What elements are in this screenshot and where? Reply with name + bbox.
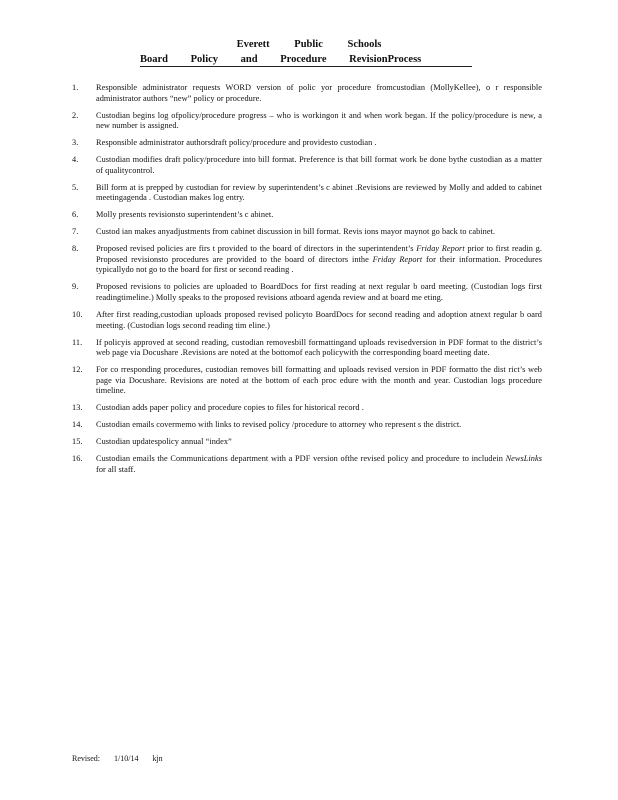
step-text: Custodian modifies draft policy/procedure into bill format. Preference is that bill format work be done bythe custodian as a matter of qualitycontrol. (96, 155, 542, 175)
document-title-process: Board Policy and Procedure RevisionProcess (140, 54, 472, 67)
step-number: 8. (72, 244, 79, 254)
list-item (72, 210, 542, 221)
step-text: Proposed revised policies are firs t provided to the board of directors in the superintendent’s Friday Report prior to first readin g. Proposed revisionsto procedures are provided to the board of directors inthe Friday Report for their information. Procedures typicallydo not go to the board for first or second reading . (96, 244, 542, 275)
step-number: 12. (72, 365, 83, 375)
list-item (72, 183, 542, 204)
step-text: Custodian emails covermemo with links to revised policy /procedure to attorney who represent s the district. (96, 420, 462, 430)
list-item (72, 437, 542, 448)
step-number: 3. (72, 138, 79, 148)
list-item (72, 138, 542, 149)
step-number: 16. (72, 454, 83, 464)
step-text: Responsible administrator authorsdraft policy/procedure and providesto custodian . (96, 138, 377, 148)
list-item (72, 420, 542, 431)
process-steps-list (72, 83, 542, 482)
list-item (72, 338, 542, 359)
revision-footer: Revised: 1/10/14 kjn (72, 754, 163, 763)
step-number: 9. (72, 282, 79, 292)
step-text: Proposed revisions to policies are uploaded to BoardDocs for first reading at next regular b oard meeting. (Custodian logs first readingtimeline.) Molly speaks to the proposed revisions atboard agenda review and at board me eting. (96, 282, 542, 303)
list-item (72, 155, 542, 176)
step-number: 14. (72, 420, 83, 430)
step-number: 11. (72, 337, 83, 347)
step-text: Molly presents revisionsto superintendent’s c abinet. (96, 210, 274, 220)
step-text: Custodian begins log ofpolicy/procedure progress – who is workingon it and when work began. If the policy/procedure is new, a new number is assigned. (96, 110, 542, 131)
step-number: 4. (72, 155, 79, 165)
step-number: 10. (72, 310, 83, 320)
list-item (72, 227, 542, 238)
list-item (72, 83, 542, 104)
step-number: 6. (72, 210, 79, 220)
step-number: 13. (72, 403, 83, 413)
step-text: If policyis approved at second reading, custodian removesbill formattingand uploads revisedversion in PDF format to the district’s web page via Docushare .Revisions are noted at the bottomof each policywith the corresponding board meeting date. (96, 337, 542, 358)
list-item (72, 111, 542, 132)
step-text: Bill form at is prepped by custodian for review by superintendent’s c abinet .Revisions are reviewed by Molly and added to cabinet meetingagenda . Custodian makes log entry. (96, 182, 542, 203)
step-text: After first reading,custodian uploads proposed revised policyto BoardDocs for second reading and adoption atnext regular b oard meeting. (Custodian logs second reading tim eline.) (96, 310, 542, 330)
list-item (72, 310, 542, 331)
step-text: For co rresponding procedures, custodian removes bill formatting and uploads revised version in PDF formatto the dist rict’s web page via Docushare. Revisions are noted at the bottom of each proc edure with the month and year. Custodian logs procedure timeline. (96, 365, 542, 396)
document-title-district: Everett Public Schools (236, 39, 382, 50)
step-text: Custodian updatespolicy annual “index” (96, 437, 232, 447)
list-item (72, 244, 542, 276)
list-item (72, 454, 542, 475)
step-text: Custod ian makes anyadjustments from cabinet discussion in bill format. Revis ions mayor maynot go back to cabinet. (96, 227, 496, 237)
step-text: Custodian adds paper policy and procedure copies to files for historical record . (96, 403, 364, 413)
step-number: 1. (72, 83, 79, 92)
step-text: Custodian emails the Communications department with a PDF version ofthe revised policy and procedure to includein NewsLinks for all staff. (96, 454, 542, 474)
list-item (72, 403, 542, 414)
step-number: 2. (72, 110, 79, 120)
step-text: Responsible administrator requests WORD version of polic yor procedure fromcustodian (MollyKellee), o r responsible administrator authors “new” policy or procedure. (96, 83, 542, 103)
step-number: 7. (72, 227, 79, 237)
list-item (72, 282, 542, 303)
step-number: 5. (72, 182, 79, 192)
list-item (72, 365, 542, 397)
step-number: 15. (72, 437, 83, 447)
